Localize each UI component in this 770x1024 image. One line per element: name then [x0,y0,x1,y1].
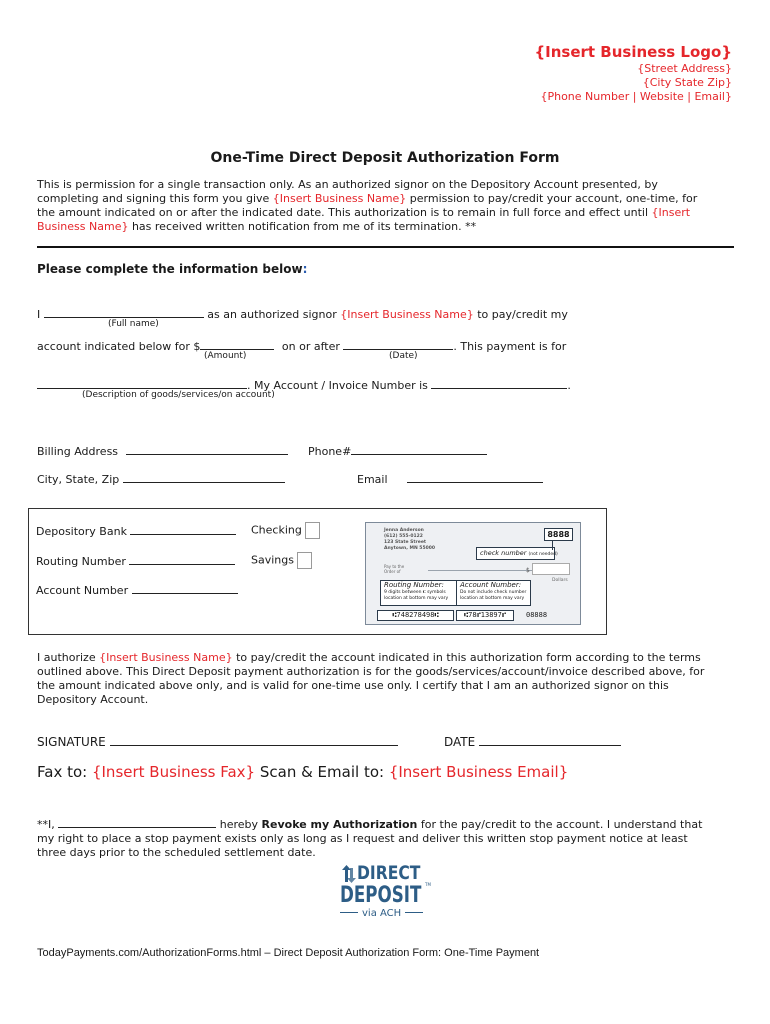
check-number-label: check number [480,549,527,557]
business-fax-placeholder: {Insert Business Fax} [91,763,256,781]
intro-text: completing and signing this form you give [37,192,273,205]
this-payment-text: . This payment is for [453,340,567,353]
revoke-text: **I, [37,818,55,831]
section-divider [37,246,734,248]
fax-email-line [37,763,568,781]
account-number-label: Account Number [36,584,129,597]
logo-rule-left [340,912,358,913]
micr-account: ⑆78⑈13897⑈ [456,610,514,621]
routing-callout-desc: 9 digits between ⑆ symbols [384,590,446,595]
business-name-placeholder: {Insert Business Name} [340,308,474,321]
complete-info-heading [37,262,307,276]
logo-rule-right [405,912,423,913]
business-logo-placeholder: {Insert Business Logo} [534,43,732,61]
depository-bank-field[interactable] [130,523,236,535]
revoke-text: hereby [216,818,262,831]
billing-address-label: Billing Address [37,445,119,458]
date-field[interactable] [343,338,453,350]
routing-callout [380,580,457,606]
logo-trademark: TM [425,882,431,887]
phone-label: Phone# [308,445,352,458]
account-number-row [36,582,238,597]
check-owner-street: 123 State Street [384,540,427,545]
direct-deposit-logo [338,862,438,926]
email-field[interactable] [407,471,543,483]
business-name-placeholder: {Insert [651,206,691,219]
city-state-zip: {City State Zip} [642,76,732,89]
account-invoice-field[interactable] [431,377,567,389]
intro-text: permission to pay/credit your account, one-time, for [406,192,698,205]
check-pay-to [384,564,404,574]
dollar-sign: $ [526,567,530,574]
logo-deposit-text: DEPOSIT [340,883,422,908]
routing-number-field[interactable] [129,553,235,565]
revoke-paragraph [37,817,702,860]
micr-routing: ⑆748278498⑆ [377,610,454,621]
check-owner-name: Jenna Anderson [384,528,424,533]
revoke-line-2: my right to place a stop payment exists only as long as I request and deliver this written stop payment notice at least [37,832,688,845]
account-number-field[interactable] [132,582,238,594]
amount-date-line [37,338,566,353]
date-caption: (Date) [389,351,418,361]
authorization-paragraph [37,651,704,707]
billing-address-row [37,443,288,458]
city-state-zip-field[interactable] [123,471,285,483]
footer-url: TodayPayments.com/AuthorizationForms.html – Direct Deposit Authorization Form: One-Time Payment [37,947,540,959]
description-caption: (Description of goods/services/on account) [82,390,275,400]
account-callout [456,580,531,606]
phone-row [308,443,487,458]
billing-address-field[interactable] [126,443,288,455]
callout-connector [552,540,553,550]
savings-row [251,552,312,569]
depository-bank-label: Depository Bank [36,525,127,538]
signature-date-field[interactable] [479,733,621,746]
authorize-text: to pay/credit the account indicated in this authorization form according to the terms [232,651,701,664]
punctuation: . [567,379,571,392]
savings-checkbox[interactable] [297,552,312,569]
signature-row [37,733,398,749]
colon: : [302,262,308,276]
email-row [357,471,543,486]
i-label: I [37,308,41,321]
account-callout-desc: location at bottom may vary [460,595,525,601]
micr-check-number: 08888 [526,611,548,619]
logo-direct-text: DIRECT [357,862,421,884]
contact-info: {Phone Number | Website | Email} [540,90,732,103]
intro-text: has received written notification from me of its termination. ** [128,220,477,233]
routing-callout-desc: location at bottom may vary [384,595,449,601]
routing-callout-title: Routing Number: [384,581,444,589]
routing-number-row [36,553,235,568]
business-name-placeholder: {Insert Business Name} [99,651,233,664]
checking-checkbox[interactable] [305,522,320,539]
check-owner-block [384,528,435,552]
authorize-text: I authorize [37,651,100,664]
check-number-callout [476,547,558,560]
authorize-line-2: outlined above. This Direct Deposit payment authorization is for the goods/services/account/invoice described above, for [37,665,705,678]
full-name-field[interactable] [44,306,204,318]
on-or-after-text: on or after [281,340,340,353]
revoke-text: for the pay/credit to the account. I understand that [417,818,703,831]
intro-line-3 [37,206,697,220]
signature-label: SIGNATURE [37,735,106,749]
intro-line-1: This is permission for a single transaction only. As an authorized signor on the Depository Account presented, by [37,178,658,191]
complete-info-label: Please complete the information below [37,262,303,276]
logo-via-ach: via ACH [362,908,402,919]
sample-check-image [365,522,581,625]
check-owner-phone: (612) 555-0122 [384,534,423,539]
intro-line-2 [37,192,697,206]
signature-field[interactable] [110,733,398,746]
not-needed-label: (not needed) [528,552,558,557]
account-indicated-text: account indicated below for $ [37,340,201,353]
routing-number-label: Routing Number [36,555,126,568]
authorize-line-1 [37,651,704,665]
transfer-arrows-icon [341,864,357,884]
authorize-line-4: Depository Account. [37,693,149,706]
account-callout-title: Account Number: [460,581,522,589]
business-name-placeholder: {Insert Business Name} [272,192,407,205]
depository-bank-row [36,523,236,538]
checking-label: Checking [251,523,302,537]
business-name-placeholder: Business Name} [37,220,129,233]
phone-field[interactable] [351,443,487,455]
check-number-box: 8888 [544,528,573,541]
signor-text: as an authorized signor [207,308,341,321]
amount-caption: (Amount) [204,351,247,361]
order-of-text: Order of [384,569,401,574]
my-account-text: . My Account / Invoice Number is [247,379,428,392]
full-name-caption: (Full name) [108,319,159,329]
dollars-text: Dollars [552,578,568,583]
amount-box [532,563,570,575]
pay-to-text: Pay to the [384,564,405,569]
date-label: DATE [444,735,476,749]
intro-paragraph [37,178,697,234]
checking-row [251,522,320,539]
revoke-line-3: three days prior to the scheduled settlement date. [37,846,316,859]
revoke-line-1 [37,817,702,832]
revoke-authorization-bold: Revoke my Authorization [261,818,418,831]
authorize-line-3: the amount indicated above only, and is valid for one-time use only. I certify that I am an authorized signor on this [37,679,669,692]
revoke-name-field[interactable] [58,817,216,828]
business-email-placeholder: {Insert Business Email} [388,763,569,781]
amount-field[interactable] [200,338,274,350]
page-title: One-Time Direct Deposit Authorization Form [210,150,560,166]
email-label: Scan & Email to: [255,763,389,781]
description-field[interactable] [37,377,247,389]
city-state-zip-label: City, State, Zip [37,473,120,486]
email-label: Email [357,473,388,486]
street-address: {Street Address} [637,62,732,75]
intro-text: the amount indicated on or after the indicated date. This authorization is to remain in full force and effect until [37,206,652,219]
check-owner-city: Anytown, MN 55000 [384,546,435,551]
pay-credit-text: to pay/credit my [473,308,568,321]
fax-label: Fax to: [37,763,92,781]
intro-line-4 [37,220,697,234]
account-callout-desc: Do not include check number [460,590,527,595]
savings-label: Savings [251,553,294,567]
date-row [444,733,621,749]
city-state-zip-row [37,471,285,486]
